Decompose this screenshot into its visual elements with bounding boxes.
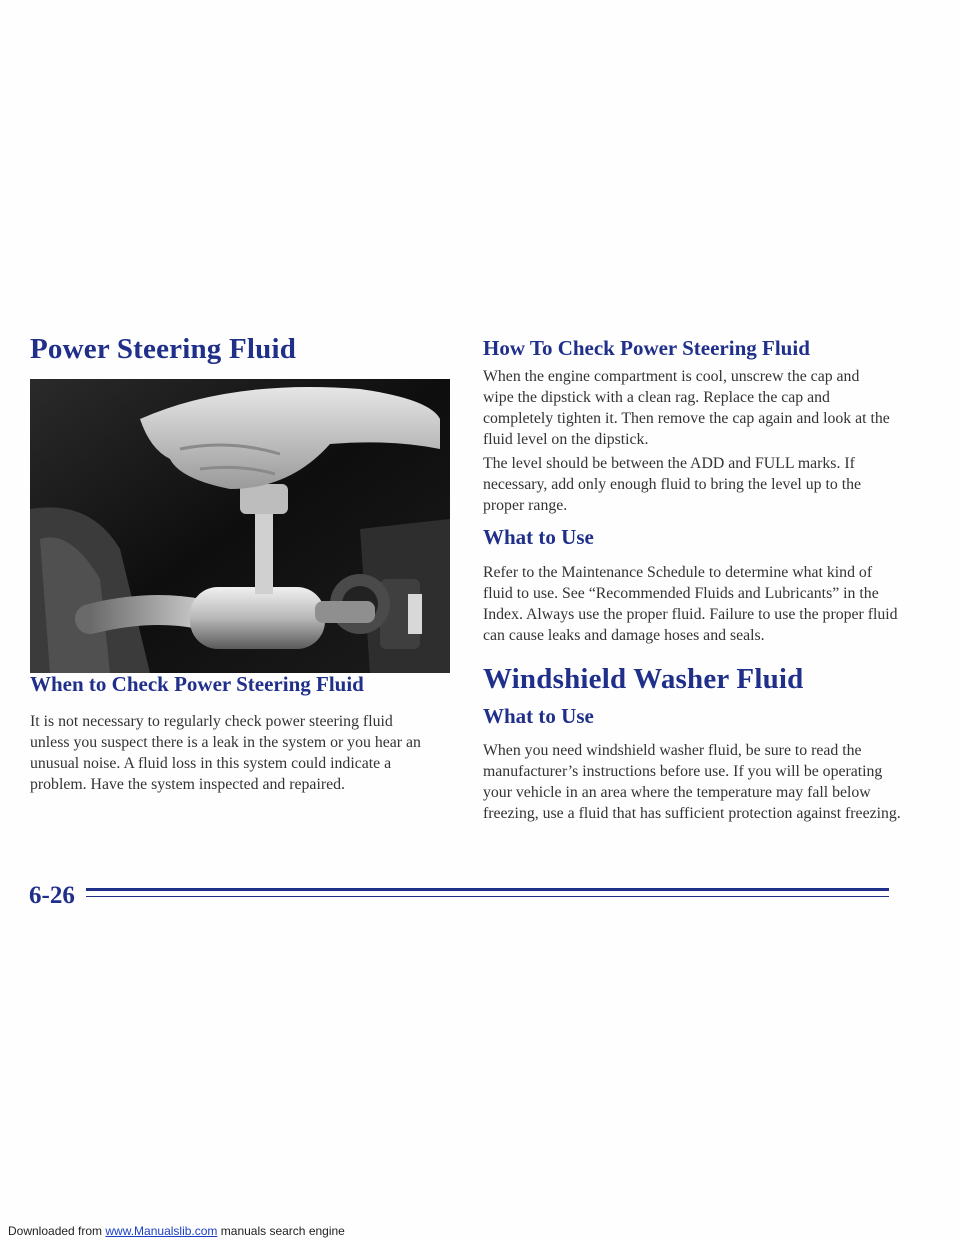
manualslib-link[interactable]: www.Manualslib.com [105,1224,218,1238]
page-number: 6-26 [29,882,75,909]
section-title-how-to-check: How To Check Power Steering Fluid [483,336,810,360]
paragraph-how-to-check-1: When the engine compartment is cool, unscrew the cap and wipe the dipstick with a clean rag. Replace the cap and completely tighten it. Then remove the cap again and look at the fluid level on the dipstick. [483,368,890,448]
photo-power-steering-cap [30,379,450,673]
paragraph-what-to-use-washer: When you need windshield washer fluid, be sure to read the manufacturer’s instructions before use. If you will be operating your vehicle in an area where the temperature may fall below freezing, use a fluid that has sufficient protection against freezing. [483,742,901,822]
footer-rule-thin [86,896,889,897]
footer-rule [86,888,889,900]
download-footer [8,1224,345,1238]
section-title-what-to-use-washer: What to Use [483,704,594,728]
section-title-power-steering-fluid: Power Steering Fluid [30,333,297,365]
footer-suffix: manuals search engine [217,1224,345,1238]
engine-photo-illustration [30,379,450,673]
footer-prefix: Downloaded from [8,1224,106,1238]
section-title-what-to-use-steering: What to Use [483,525,594,549]
paragraph-when-to-check: It is not necessary to regularly check power steering fluid unless you suspect there is a leak in the system or you hear an unusual noise. A fluid loss in this system could indicate a problem. Have the system inspected and repaired. [30,713,421,793]
section-title-when-to-check: When to Check Power Steering Fluid [30,672,364,696]
paragraph-what-to-use-steering: Refer to the Maintenance Schedule to determine what kind of fluid to use. See “Recommended Fluids and Lubricants” in the Index. Always use the proper fluid. Failure to use the proper fluid can cause leaks and damage hoses and seals. [483,564,898,644]
section-title-windshield-washer-fluid: Windshield Washer Fluid [483,663,804,695]
footer-rule-thick [86,888,889,891]
paragraph-how-to-check-2: The level should be between the ADD and FULL marks. If necessary, add only enough fluid to bring the level up to the proper range. [483,455,862,514]
